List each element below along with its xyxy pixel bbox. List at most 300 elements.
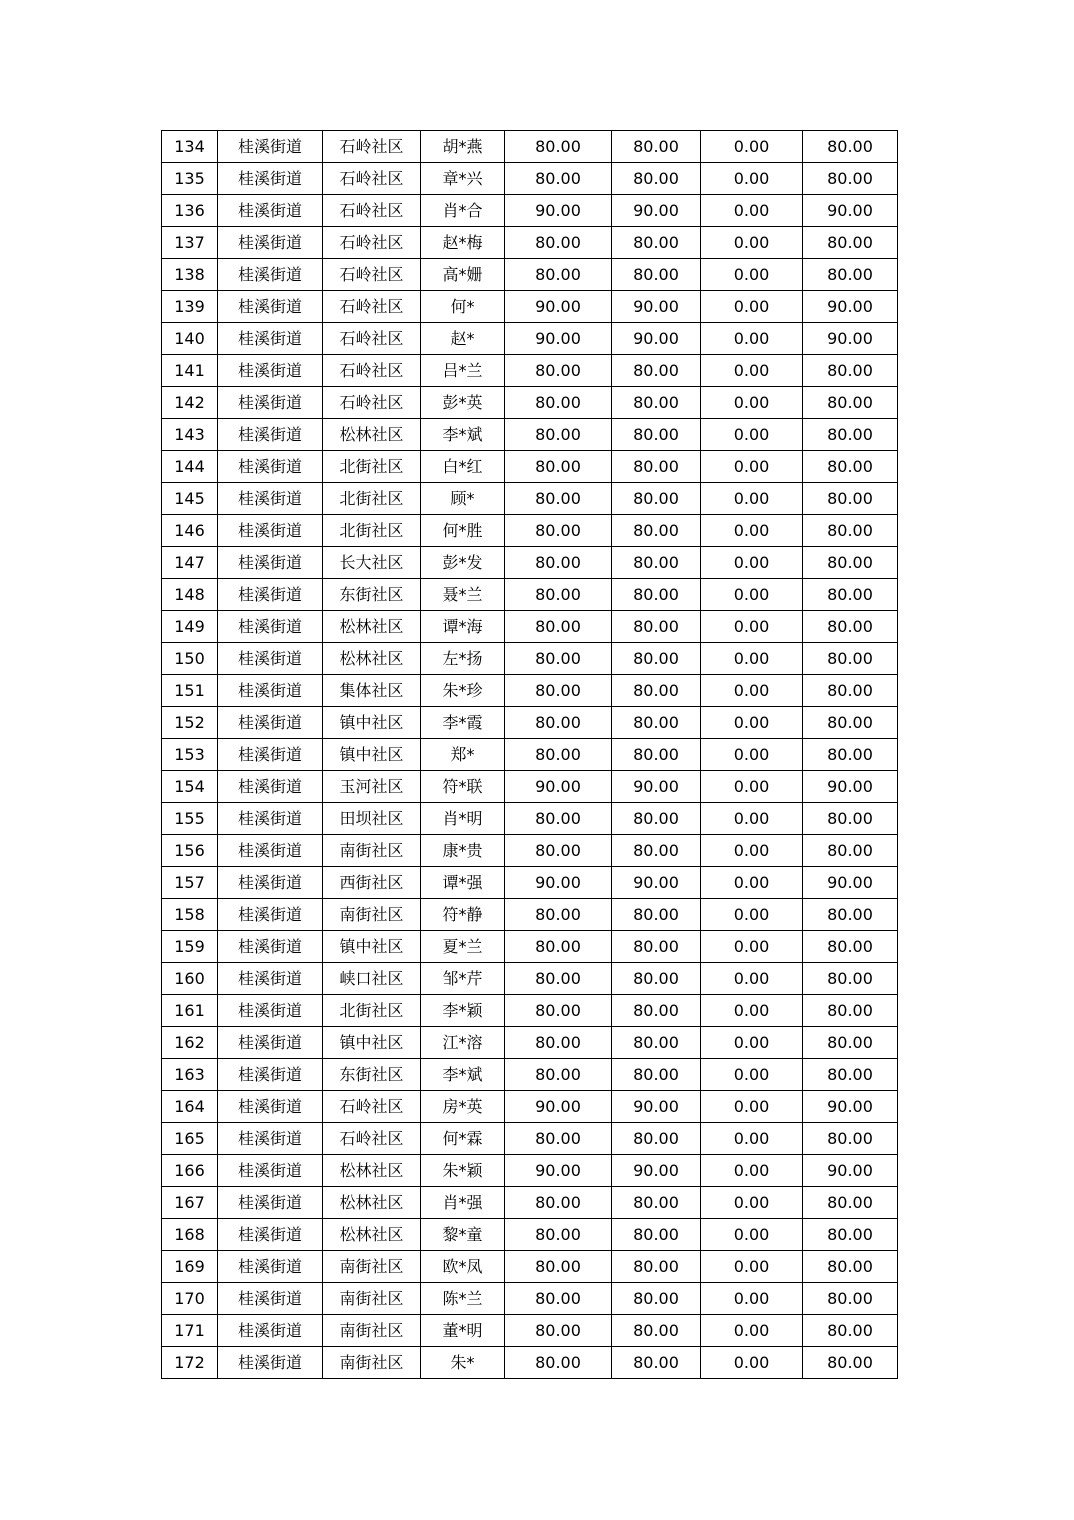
cell-value-4: 80.00 bbox=[803, 1123, 898, 1155]
cell-community: 松林社区 bbox=[323, 1155, 421, 1187]
cell-value-2: 80.00 bbox=[612, 1347, 701, 1379]
cell-number: 161 bbox=[162, 995, 218, 1027]
cell-value-2: 80.00 bbox=[612, 355, 701, 387]
cell-value-3: 0.00 bbox=[701, 931, 803, 963]
cell-community: 南街社区 bbox=[323, 1251, 421, 1283]
cell-value-1: 80.00 bbox=[505, 419, 612, 451]
cell-value-4: 80.00 bbox=[803, 1251, 898, 1283]
table-row bbox=[162, 995, 898, 1027]
cell-street: 桂溪街道 bbox=[218, 1091, 323, 1123]
cell-value-4: 80.00 bbox=[803, 963, 898, 995]
cell-street: 桂溪街道 bbox=[218, 963, 323, 995]
cell-value-2: 90.00 bbox=[612, 867, 701, 899]
cell-value-1: 80.00 bbox=[505, 803, 612, 835]
cell-community: 东街社区 bbox=[323, 1059, 421, 1091]
cell-street: 桂溪街道 bbox=[218, 259, 323, 291]
table-row bbox=[162, 931, 898, 963]
cell-name: 黎*童 bbox=[421, 1219, 505, 1251]
cell-number: 172 bbox=[162, 1347, 218, 1379]
cell-community: 镇中社区 bbox=[323, 739, 421, 771]
cell-community: 石岭社区 bbox=[323, 355, 421, 387]
cell-value-2: 80.00 bbox=[612, 803, 701, 835]
cell-street: 桂溪街道 bbox=[218, 835, 323, 867]
cell-street: 桂溪街道 bbox=[218, 195, 323, 227]
table-row bbox=[162, 387, 898, 419]
cell-value-2: 80.00 bbox=[612, 131, 701, 163]
cell-number: 153 bbox=[162, 739, 218, 771]
table-row bbox=[162, 963, 898, 995]
cell-value-1: 80.00 bbox=[505, 227, 612, 259]
cell-name: 李*霞 bbox=[421, 707, 505, 739]
cell-name: 欧*凤 bbox=[421, 1251, 505, 1283]
cell-value-4: 90.00 bbox=[803, 291, 898, 323]
cell-street: 桂溪街道 bbox=[218, 1347, 323, 1379]
cell-value-2: 80.00 bbox=[612, 643, 701, 675]
table-row bbox=[162, 259, 898, 291]
cell-value-3: 0.00 bbox=[701, 675, 803, 707]
cell-value-2: 80.00 bbox=[612, 515, 701, 547]
cell-street: 桂溪街道 bbox=[218, 451, 323, 483]
table-row bbox=[162, 739, 898, 771]
cell-street: 桂溪街道 bbox=[218, 707, 323, 739]
cell-community: 北街社区 bbox=[323, 995, 421, 1027]
cell-community: 石岭社区 bbox=[323, 163, 421, 195]
cell-community: 镇中社区 bbox=[323, 1027, 421, 1059]
cell-value-1: 80.00 bbox=[505, 611, 612, 643]
cell-street: 桂溪街道 bbox=[218, 1027, 323, 1059]
table-row bbox=[162, 131, 898, 163]
cell-number: 150 bbox=[162, 643, 218, 675]
cell-value-2: 90.00 bbox=[612, 1155, 701, 1187]
cell-value-1: 80.00 bbox=[505, 131, 612, 163]
cell-value-3: 0.00 bbox=[701, 963, 803, 995]
table-row bbox=[162, 1155, 898, 1187]
table-row bbox=[162, 547, 898, 579]
cell-community: 西街社区 bbox=[323, 867, 421, 899]
cell-name: 夏*兰 bbox=[421, 931, 505, 963]
cell-number: 136 bbox=[162, 195, 218, 227]
cell-value-1: 80.00 bbox=[505, 1059, 612, 1091]
cell-number: 134 bbox=[162, 131, 218, 163]
cell-number: 165 bbox=[162, 1123, 218, 1155]
cell-community: 南街社区 bbox=[323, 1283, 421, 1315]
cell-street: 桂溪街道 bbox=[218, 867, 323, 899]
cell-number: 138 bbox=[162, 259, 218, 291]
cell-value-3: 0.00 bbox=[701, 835, 803, 867]
cell-community: 北街社区 bbox=[323, 515, 421, 547]
table-row bbox=[162, 867, 898, 899]
cell-value-4: 80.00 bbox=[803, 355, 898, 387]
cell-value-1: 80.00 bbox=[505, 547, 612, 579]
cell-value-2: 90.00 bbox=[612, 1091, 701, 1123]
cell-name: 谭*海 bbox=[421, 611, 505, 643]
cell-value-3: 0.00 bbox=[701, 163, 803, 195]
cell-name: 聂*兰 bbox=[421, 579, 505, 611]
cell-value-1: 80.00 bbox=[505, 963, 612, 995]
cell-street: 桂溪街道 bbox=[218, 323, 323, 355]
cell-name: 肖*合 bbox=[421, 195, 505, 227]
cell-value-2: 80.00 bbox=[612, 1027, 701, 1059]
cell-value-4: 80.00 bbox=[803, 931, 898, 963]
cell-name: 朱*颖 bbox=[421, 1155, 505, 1187]
cell-value-2: 80.00 bbox=[612, 707, 701, 739]
cell-number: 166 bbox=[162, 1155, 218, 1187]
cell-name: 顾* bbox=[421, 483, 505, 515]
cell-value-2: 80.00 bbox=[612, 931, 701, 963]
cell-value-1: 80.00 bbox=[505, 1123, 612, 1155]
cell-value-4: 80.00 bbox=[803, 579, 898, 611]
cell-community: 南街社区 bbox=[323, 899, 421, 931]
cell-number: 144 bbox=[162, 451, 218, 483]
cell-value-3: 0.00 bbox=[701, 739, 803, 771]
cell-value-1: 80.00 bbox=[505, 675, 612, 707]
cell-name: 房*英 bbox=[421, 1091, 505, 1123]
cell-value-2: 80.00 bbox=[612, 451, 701, 483]
cell-value-4: 90.00 bbox=[803, 867, 898, 899]
cell-value-4: 80.00 bbox=[803, 1347, 898, 1379]
cell-value-4: 80.00 bbox=[803, 675, 898, 707]
cell-number: 145 bbox=[162, 483, 218, 515]
cell-number: 156 bbox=[162, 835, 218, 867]
cell-value-1: 90.00 bbox=[505, 195, 612, 227]
cell-number: 137 bbox=[162, 227, 218, 259]
cell-street: 桂溪街道 bbox=[218, 1155, 323, 1187]
cell-community: 石岭社区 bbox=[323, 259, 421, 291]
cell-street: 桂溪街道 bbox=[218, 995, 323, 1027]
cell-value-4: 80.00 bbox=[803, 835, 898, 867]
cell-value-4: 80.00 bbox=[803, 1187, 898, 1219]
cell-number: 162 bbox=[162, 1027, 218, 1059]
cell-name: 康*贵 bbox=[421, 835, 505, 867]
cell-value-3: 0.00 bbox=[701, 803, 803, 835]
cell-name: 李*斌 bbox=[421, 1059, 505, 1091]
cell-community: 石岭社区 bbox=[323, 227, 421, 259]
table-row bbox=[162, 1187, 898, 1219]
cell-value-2: 80.00 bbox=[612, 1283, 701, 1315]
cell-number: 152 bbox=[162, 707, 218, 739]
cell-value-1: 80.00 bbox=[505, 259, 612, 291]
cell-name: 左*扬 bbox=[421, 643, 505, 675]
table-row bbox=[162, 419, 898, 451]
cell-value-2: 80.00 bbox=[612, 387, 701, 419]
cell-street: 桂溪街道 bbox=[218, 771, 323, 803]
cell-name: 赵*梅 bbox=[421, 227, 505, 259]
cell-name: 何*霖 bbox=[421, 1123, 505, 1155]
cell-name: 郑* bbox=[421, 739, 505, 771]
cell-value-3: 0.00 bbox=[701, 323, 803, 355]
cell-value-3: 0.00 bbox=[701, 771, 803, 803]
cell-value-4: 80.00 bbox=[803, 163, 898, 195]
cell-name: 李*斌 bbox=[421, 419, 505, 451]
cell-value-1: 80.00 bbox=[505, 515, 612, 547]
cell-value-1: 80.00 bbox=[505, 1187, 612, 1219]
cell-value-4: 90.00 bbox=[803, 771, 898, 803]
cell-value-1: 80.00 bbox=[505, 899, 612, 931]
table-row bbox=[162, 675, 898, 707]
cell-value-2: 90.00 bbox=[612, 195, 701, 227]
cell-name: 符*静 bbox=[421, 899, 505, 931]
cell-street: 桂溪街道 bbox=[218, 579, 323, 611]
cell-value-1: 80.00 bbox=[505, 451, 612, 483]
cell-value-4: 80.00 bbox=[803, 227, 898, 259]
cell-value-1: 80.00 bbox=[505, 931, 612, 963]
cell-community: 松林社区 bbox=[323, 419, 421, 451]
cell-value-3: 0.00 bbox=[701, 291, 803, 323]
table-row bbox=[162, 323, 898, 355]
cell-street: 桂溪街道 bbox=[218, 611, 323, 643]
cell-community: 东街社区 bbox=[323, 579, 421, 611]
cell-value-1: 80.00 bbox=[505, 995, 612, 1027]
cell-community: 南街社区 bbox=[323, 1347, 421, 1379]
cell-name: 胡*燕 bbox=[421, 131, 505, 163]
cell-street: 桂溪街道 bbox=[218, 675, 323, 707]
cell-value-2: 80.00 bbox=[612, 1123, 701, 1155]
cell-street: 桂溪街道 bbox=[218, 515, 323, 547]
cell-number: 170 bbox=[162, 1283, 218, 1315]
cell-name: 肖*明 bbox=[421, 803, 505, 835]
cell-number: 135 bbox=[162, 163, 218, 195]
cell-value-1: 80.00 bbox=[505, 1027, 612, 1059]
cell-value-1: 90.00 bbox=[505, 771, 612, 803]
cell-value-4: 80.00 bbox=[803, 707, 898, 739]
cell-community: 松林社区 bbox=[323, 1187, 421, 1219]
cell-community: 长大社区 bbox=[323, 547, 421, 579]
cell-value-4: 80.00 bbox=[803, 131, 898, 163]
cell-value-3: 0.00 bbox=[701, 451, 803, 483]
table-row bbox=[162, 899, 898, 931]
cell-number: 148 bbox=[162, 579, 218, 611]
cell-value-4: 80.00 bbox=[803, 259, 898, 291]
cell-value-2: 80.00 bbox=[612, 995, 701, 1027]
cell-name: 朱*珍 bbox=[421, 675, 505, 707]
cell-value-2: 80.00 bbox=[612, 1219, 701, 1251]
cell-street: 桂溪街道 bbox=[218, 1251, 323, 1283]
cell-value-1: 90.00 bbox=[505, 867, 612, 899]
cell-value-2: 90.00 bbox=[612, 291, 701, 323]
cell-value-3: 0.00 bbox=[701, 483, 803, 515]
cell-community: 北街社区 bbox=[323, 451, 421, 483]
cell-name: 赵* bbox=[421, 323, 505, 355]
cell-street: 桂溪街道 bbox=[218, 419, 323, 451]
table-row bbox=[162, 1283, 898, 1315]
cell-community: 松林社区 bbox=[323, 1219, 421, 1251]
cell-value-2: 80.00 bbox=[612, 899, 701, 931]
cell-value-3: 0.00 bbox=[701, 1315, 803, 1347]
cell-value-3: 0.00 bbox=[701, 1283, 803, 1315]
cell-value-3: 0.00 bbox=[701, 707, 803, 739]
cell-community: 石岭社区 bbox=[323, 195, 421, 227]
table-row bbox=[162, 1059, 898, 1091]
cell-street: 桂溪街道 bbox=[218, 1059, 323, 1091]
cell-name: 章*兴 bbox=[421, 163, 505, 195]
cell-street: 桂溪街道 bbox=[218, 227, 323, 259]
cell-value-3: 0.00 bbox=[701, 195, 803, 227]
cell-value-1: 80.00 bbox=[505, 739, 612, 771]
cell-street: 桂溪街道 bbox=[218, 547, 323, 579]
cell-name: 彭*英 bbox=[421, 387, 505, 419]
cell-value-1: 80.00 bbox=[505, 1283, 612, 1315]
cell-number: 154 bbox=[162, 771, 218, 803]
cell-name: 谭*强 bbox=[421, 867, 505, 899]
cell-value-3: 0.00 bbox=[701, 1347, 803, 1379]
cell-community: 松林社区 bbox=[323, 611, 421, 643]
cell-number: 141 bbox=[162, 355, 218, 387]
table-row bbox=[162, 163, 898, 195]
cell-value-3: 0.00 bbox=[701, 1059, 803, 1091]
cell-number: 142 bbox=[162, 387, 218, 419]
cell-value-3: 0.00 bbox=[701, 579, 803, 611]
cell-value-1: 80.00 bbox=[505, 1251, 612, 1283]
cell-name: 邹*芹 bbox=[421, 963, 505, 995]
table-row bbox=[162, 1219, 898, 1251]
cell-value-3: 0.00 bbox=[701, 1155, 803, 1187]
cell-value-3: 0.00 bbox=[701, 131, 803, 163]
cell-community: 镇中社区 bbox=[323, 931, 421, 963]
table-row bbox=[162, 579, 898, 611]
cell-value-2: 80.00 bbox=[612, 419, 701, 451]
cell-value-3: 0.00 bbox=[701, 899, 803, 931]
cell-value-2: 80.00 bbox=[612, 1315, 701, 1347]
cell-value-2: 80.00 bbox=[612, 579, 701, 611]
cell-value-4: 80.00 bbox=[803, 483, 898, 515]
cell-value-1: 80.00 bbox=[505, 707, 612, 739]
cell-street: 桂溪街道 bbox=[218, 1283, 323, 1315]
cell-street: 桂溪街道 bbox=[218, 643, 323, 675]
cell-value-1: 80.00 bbox=[505, 1315, 612, 1347]
cell-name: 董*明 bbox=[421, 1315, 505, 1347]
table-row bbox=[162, 227, 898, 259]
cell-value-2: 80.00 bbox=[612, 739, 701, 771]
table-row bbox=[162, 835, 898, 867]
roster-table bbox=[161, 130, 898, 1379]
cell-street: 桂溪街道 bbox=[218, 803, 323, 835]
cell-number: 139 bbox=[162, 291, 218, 323]
cell-number: 167 bbox=[162, 1187, 218, 1219]
cell-community: 南街社区 bbox=[323, 1315, 421, 1347]
cell-value-4: 80.00 bbox=[803, 803, 898, 835]
cell-value-4: 80.00 bbox=[803, 995, 898, 1027]
cell-value-1: 90.00 bbox=[505, 323, 612, 355]
cell-community: 松林社区 bbox=[323, 643, 421, 675]
cell-value-1: 80.00 bbox=[505, 1347, 612, 1379]
cell-community: 北街社区 bbox=[323, 483, 421, 515]
cell-value-4: 80.00 bbox=[803, 611, 898, 643]
table-row bbox=[162, 803, 898, 835]
cell-street: 桂溪街道 bbox=[218, 1187, 323, 1219]
cell-value-3: 0.00 bbox=[701, 259, 803, 291]
cell-value-4: 80.00 bbox=[803, 515, 898, 547]
cell-number: 168 bbox=[162, 1219, 218, 1251]
cell-value-3: 0.00 bbox=[701, 867, 803, 899]
cell-community: 镇中社区 bbox=[323, 707, 421, 739]
cell-value-2: 80.00 bbox=[612, 227, 701, 259]
cell-name: 肖*强 bbox=[421, 1187, 505, 1219]
cell-value-4: 80.00 bbox=[803, 387, 898, 419]
cell-value-3: 0.00 bbox=[701, 1187, 803, 1219]
roster-table-body bbox=[162, 131, 898, 1379]
table-row bbox=[162, 355, 898, 387]
cell-value-4: 80.00 bbox=[803, 1027, 898, 1059]
table-row bbox=[162, 707, 898, 739]
cell-value-1: 90.00 bbox=[505, 291, 612, 323]
cell-number: 163 bbox=[162, 1059, 218, 1091]
cell-value-2: 80.00 bbox=[612, 259, 701, 291]
cell-value-1: 80.00 bbox=[505, 163, 612, 195]
cell-community: 田坝社区 bbox=[323, 803, 421, 835]
table-row bbox=[162, 1251, 898, 1283]
cell-value-2: 80.00 bbox=[612, 1059, 701, 1091]
cell-value-4: 90.00 bbox=[803, 1091, 898, 1123]
cell-name: 何* bbox=[421, 291, 505, 323]
table-row bbox=[162, 1027, 898, 1059]
cell-street: 桂溪街道 bbox=[218, 931, 323, 963]
cell-street: 桂溪街道 bbox=[218, 739, 323, 771]
cell-number: 155 bbox=[162, 803, 218, 835]
cell-value-1: 80.00 bbox=[505, 387, 612, 419]
cell-street: 桂溪街道 bbox=[218, 355, 323, 387]
cell-value-2: 80.00 bbox=[612, 1187, 701, 1219]
cell-value-4: 80.00 bbox=[803, 643, 898, 675]
cell-value-3: 0.00 bbox=[701, 515, 803, 547]
table-row bbox=[162, 195, 898, 227]
cell-value-3: 0.00 bbox=[701, 1091, 803, 1123]
cell-value-2: 80.00 bbox=[612, 835, 701, 867]
cell-number: 143 bbox=[162, 419, 218, 451]
cell-number: 160 bbox=[162, 963, 218, 995]
cell-value-3: 0.00 bbox=[701, 1251, 803, 1283]
cell-value-1: 80.00 bbox=[505, 643, 612, 675]
cell-street: 桂溪街道 bbox=[218, 163, 323, 195]
cell-street: 桂溪街道 bbox=[218, 1123, 323, 1155]
cell-number: 164 bbox=[162, 1091, 218, 1123]
cell-value-4: 80.00 bbox=[803, 1059, 898, 1091]
cell-value-3: 0.00 bbox=[701, 1027, 803, 1059]
cell-street: 桂溪街道 bbox=[218, 483, 323, 515]
cell-number: 157 bbox=[162, 867, 218, 899]
cell-community: 石岭社区 bbox=[323, 291, 421, 323]
cell-value-1: 80.00 bbox=[505, 1219, 612, 1251]
cell-name: 朱* bbox=[421, 1347, 505, 1379]
cell-name: 白*红 bbox=[421, 451, 505, 483]
cell-value-1: 80.00 bbox=[505, 579, 612, 611]
cell-street: 桂溪街道 bbox=[218, 387, 323, 419]
cell-value-2: 80.00 bbox=[612, 1251, 701, 1283]
cell-number: 147 bbox=[162, 547, 218, 579]
cell-community: 石岭社区 bbox=[323, 131, 421, 163]
cell-value-4: 90.00 bbox=[803, 323, 898, 355]
cell-name: 陈*兰 bbox=[421, 1283, 505, 1315]
cell-community: 石岭社区 bbox=[323, 387, 421, 419]
table-row bbox=[162, 1315, 898, 1347]
table-row bbox=[162, 643, 898, 675]
cell-value-2: 80.00 bbox=[612, 963, 701, 995]
cell-value-4: 80.00 bbox=[803, 1283, 898, 1315]
cell-street: 桂溪街道 bbox=[218, 131, 323, 163]
table-row bbox=[162, 451, 898, 483]
cell-value-2: 80.00 bbox=[612, 163, 701, 195]
cell-value-2: 80.00 bbox=[612, 611, 701, 643]
table-row bbox=[162, 611, 898, 643]
cell-name: 吕*兰 bbox=[421, 355, 505, 387]
cell-value-1: 80.00 bbox=[505, 483, 612, 515]
cell-value-3: 0.00 bbox=[701, 1123, 803, 1155]
cell-value-3: 0.00 bbox=[701, 355, 803, 387]
cell-value-2: 80.00 bbox=[612, 675, 701, 707]
cell-value-2: 90.00 bbox=[612, 323, 701, 355]
cell-name: 何*胜 bbox=[421, 515, 505, 547]
cell-street: 桂溪街道 bbox=[218, 291, 323, 323]
cell-value-3: 0.00 bbox=[701, 227, 803, 259]
